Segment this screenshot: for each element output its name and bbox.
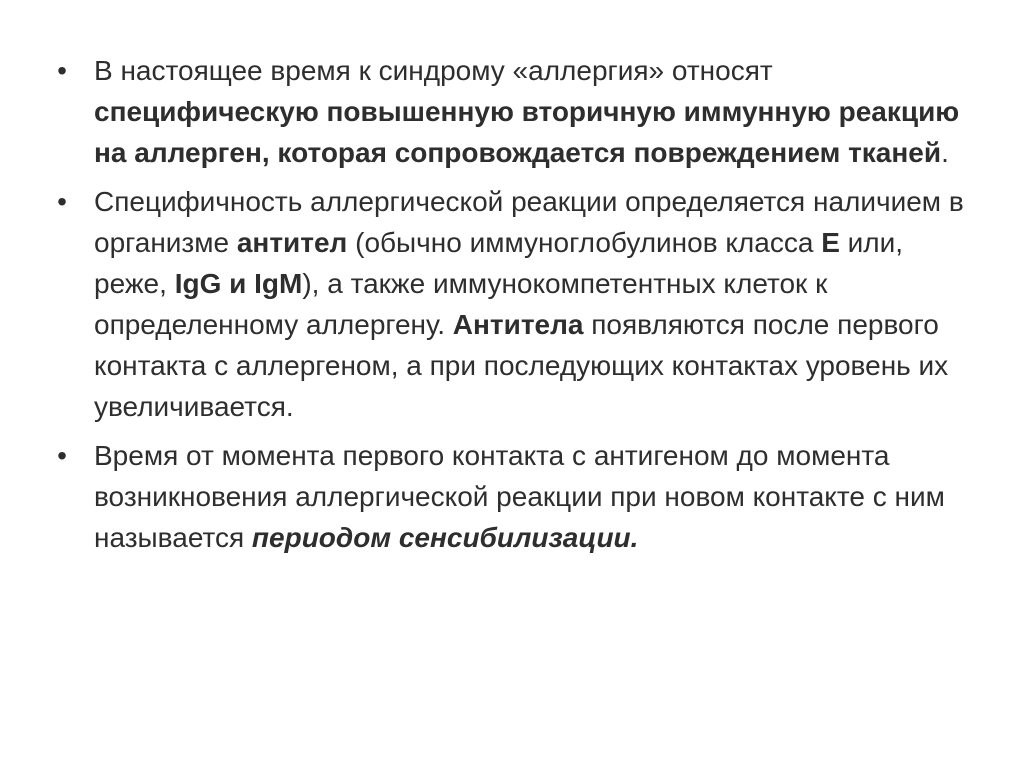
bullet-item [50, 50, 980, 173]
text-segment: Специфичность аллергической реакции определяется наличием в организме [94, 186, 964, 258]
text-segment-bold: специфическую повышенную вторичную иммунную реакцию на аллерген, которая сопровождается повреждением тканей [94, 96, 960, 168]
text-segment-bold: антител [236, 227, 348, 258]
text-segment: В настоящее время к синдрому «аллергия» относят [94, 55, 773, 86]
text-segment: ), а также иммунокомпетентных клеток к определенному аллергену. [94, 268, 828, 340]
text-segment: появляются после первого контакта с аллергеном, а при последующих контактах уровень их увеличивается. [94, 309, 949, 422]
text-segment-bold-italic: периодом сенсибилизации. [251, 522, 639, 553]
bullet-list [50, 50, 980, 566]
text-segment: . [941, 137, 949, 168]
text-segment-bold: Е [821, 227, 840, 258]
bullet-icon: • [57, 440, 67, 471]
bullet-item [50, 435, 980, 558]
text-segment-bold: IgG и IgM [174, 268, 303, 299]
text-segment: или, реже, [94, 227, 904, 299]
bullet-item [50, 181, 980, 427]
text-segment-bold: Антитела [452, 309, 584, 340]
bullet-icon: • [57, 186, 67, 217]
text-segment: Время от момента первого контакта с антигеном до момента возникновения аллергической реакции при новом контакте с ним называется [94, 440, 945, 553]
bullet-icon: • [57, 55, 67, 86]
text-segment: (обычно иммуноглобулинов класса [347, 227, 822, 258]
